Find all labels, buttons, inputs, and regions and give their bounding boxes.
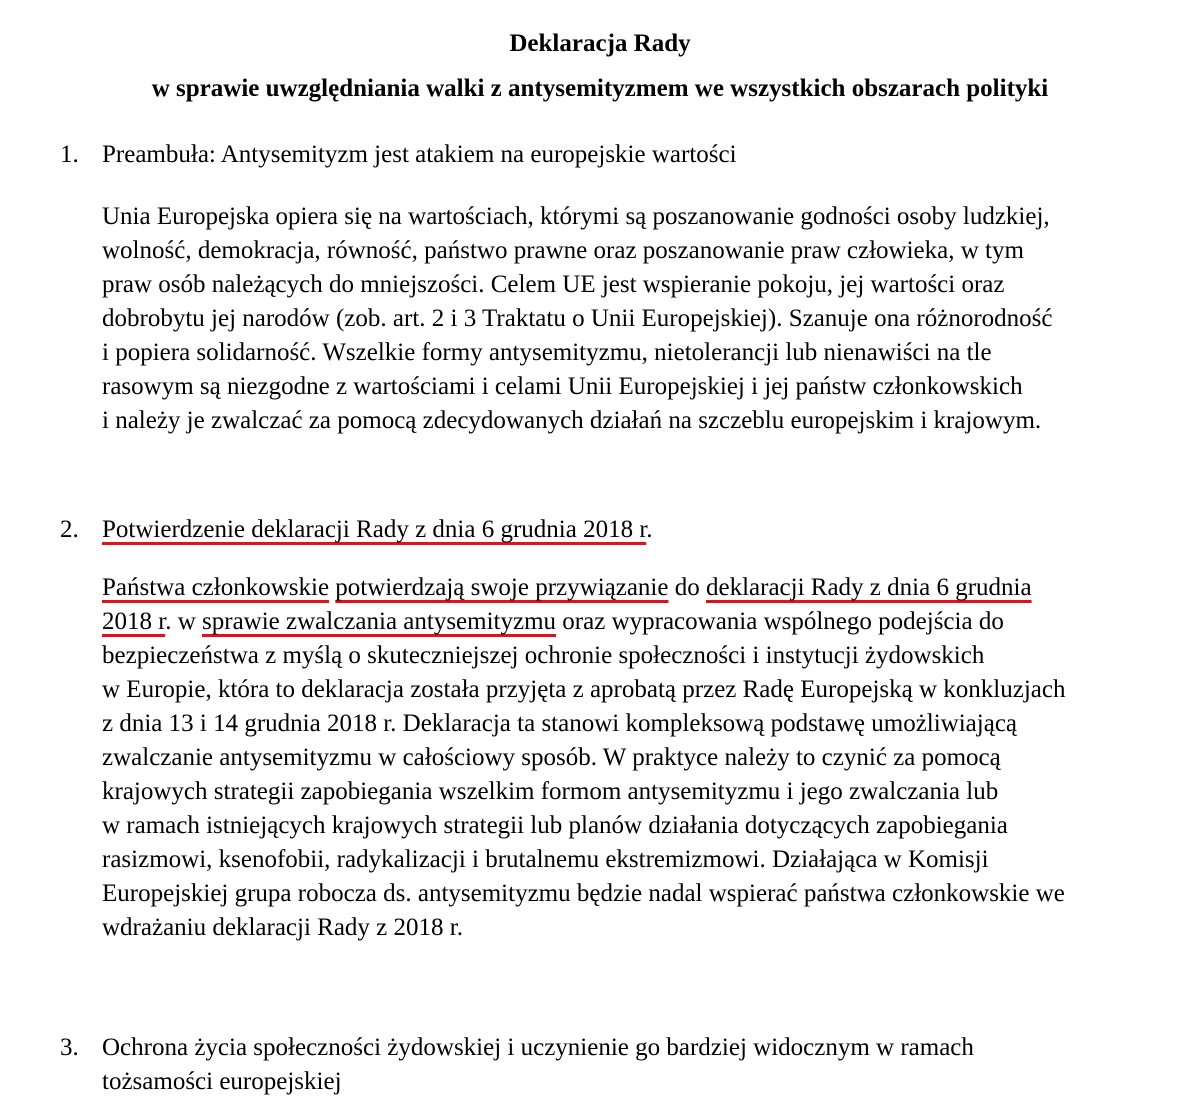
section-2-number: 2. [60,516,79,543]
paragraph-line: zwalczanie antysemityzmu w całościowy sposób. W praktyce należy to czynić za pomocą [102,744,1001,771]
paragraph-line: rasizmowi, ksenofobii, radykalizacji i brutalnemu ekstremizmowi. Działająca w Komisji [102,846,989,873]
text-run: do [668,574,706,601]
section-3-heading [102,1031,1182,1099]
paragraph-line: bezpieczeństwa z myślą o skuteczniejszej ochronie społeczności i instytucji żydowskich [102,642,985,669]
paragraph-line: wdrażaniu deklaracji Rady z 2018 r. [102,914,463,941]
text-run: oraz wypracowania wspólnego podejścia do [556,608,1004,635]
section-1-paragraph [102,200,1200,438]
highlight-underline: 2018 r [102,608,166,635]
paragraph-line: w Europie, która to deklaracja została przyjęta z aprobatą przez Radę Europejską w konkluzjach [102,676,1066,703]
document-title: Deklaracja Rady [509,30,691,57]
paragraph-line: i popiera solidarność. Wszelkie formy antysemityzmu, nietolerancji lub nienawiści na tle [102,339,992,366]
paragraph-line: w ramach istniejących krajowych strategii lub planów działania dotyczących zapobiegania [102,812,1008,839]
paragraph-line: wolność, demokracja, równość, państwo prawne oraz poszanowanie praw człowieka, w tym [102,237,1024,264]
section-3-heading-line: Ochrona życia społeczności żydowskiej i uczynienie go bardziej widocznym w ramach [102,1034,974,1061]
paragraph-line: dobrobytu jej narodów (zob. art. 2 i 3 Traktatu o Unii Europejskiej). Szanuje ona różnorodność [102,305,1053,332]
document-subtitle: w sprawie uwzględniania walki z antysemityzmem we wszystkich obszarach polityki [151,75,1049,102]
paragraph-line: rasowym są niezgodne z wartościami i celami Unii Europejskiej i jej państw członkowskich [102,373,1023,400]
paragraph-line: Europejskiej grupa robocza ds. antysemityzmu będzie nadal wspierać państwa członkowskie we [102,880,1065,907]
paragraph-line [102,571,1200,605]
section-3-number: 3. [60,1034,79,1061]
section-2-paragraph [102,571,1200,945]
section-1-number: 1. [60,141,79,168]
section-1-heading-line: Preambuła: Antysemityzm jest atakiem na europejskie wartości [102,141,737,168]
highlight-underline: deklaracji Rady z dnia 6 grudnia [705,574,1032,601]
highlight-underline: potwierdzają swoje przywiązanie [335,574,669,601]
section-2-heading-line [102,513,1182,547]
section-1-heading [102,138,1182,172]
paragraph-line [102,605,1200,639]
highlight-underline: sprawie zwalczania antysemityzmu [202,608,557,635]
paragraph-line: praw osób należących do mniejszości. Celem UE jest wspieranie pokoju, jej wartości oraz [102,271,1005,298]
text-run: . w [165,608,203,635]
highlight-underline: Potwierdzenie deklaracji Rady z dnia 6 grudnia 2018 r [102,516,647,543]
highlight-underline: Państwa członkowskie [102,574,330,601]
section-2-heading [102,513,1182,547]
paragraph-line: z dnia 13 i 14 grudnia 2018 r. Deklaracja ta stanowi kompleksową podstawę umożliwiającą [102,710,1018,737]
paragraph-line: krajowych strategii zapobiegania wszelkim formom antysemityzmu i jego zwalczania lub [102,778,999,805]
paragraph-line: i należy je zwalczać za pomocą zdecydowanych działań na szczeblu europejskim i krajowym. [102,407,1042,434]
paragraph-line: Unia Europejska opiera się na wartościach, którymi są poszanowanie godności osoby ludzkiej, [102,203,1050,230]
heading-tail: . [646,516,653,543]
section-3-heading-line: tożsamości europejskiej [102,1068,342,1095]
